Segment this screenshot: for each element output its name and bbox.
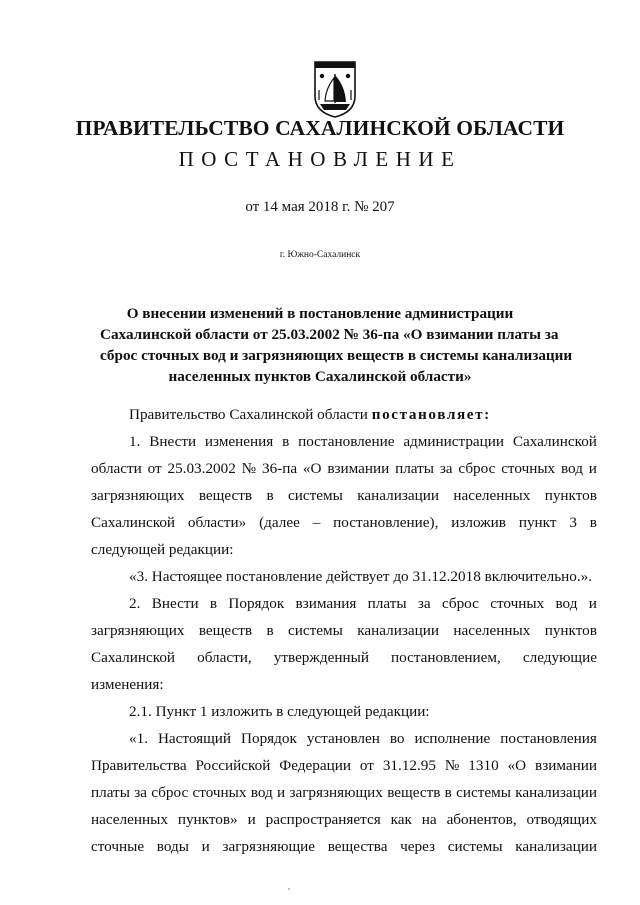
word: взимании (535, 757, 597, 774)
subject-line: О внесении изменений в постановление администрации (126, 305, 514, 322)
word: от (359, 757, 374, 774)
word: через (400, 838, 436, 855)
word: и (588, 595, 597, 612)
word: пунктов (544, 622, 597, 639)
word: системы (288, 487, 343, 504)
line-text: следующей редакции: (91, 541, 234, 558)
line-text: «3. Настоящее постановление действует до 31.12.2018 включительно.». (129, 568, 593, 585)
word: и (588, 460, 597, 477)
word: области» (187, 514, 247, 531)
subject-line: населенных пунктов Сахалинской области» (168, 368, 472, 385)
word: веществ (198, 622, 253, 639)
word: населенных (453, 487, 531, 504)
word: Правительства (91, 757, 187, 774)
line-text: изменения: (91, 676, 164, 693)
scan-speck (288, 888, 290, 890)
word: взимания (295, 595, 357, 612)
subject-line: сброс сточных вод и загрязняющих веществ в системы канализации (100, 347, 573, 364)
line-text: 2.1. Пункт 1 изложить в следующей редакции: (129, 703, 430, 720)
word: постановления (500, 730, 597, 747)
justified-line (91, 455, 597, 482)
word: от (147, 460, 162, 477)
word: населенных (453, 622, 531, 639)
word: вод (555, 595, 578, 612)
word: № (444, 757, 460, 774)
word: распространяется (265, 811, 381, 828)
word: за (417, 595, 431, 612)
word: в (209, 595, 218, 612)
word: Сахалинской (91, 514, 176, 531)
word: вод (250, 784, 273, 801)
word: области, (197, 649, 252, 666)
word: Российской (195, 757, 271, 774)
word: Внести (149, 433, 197, 450)
word: канализации (357, 622, 439, 639)
word: 1310 (468, 757, 499, 774)
justified-line (91, 833, 597, 860)
word: «О (507, 757, 527, 774)
word: пунктов (544, 487, 597, 504)
word: Сахалинской (91, 649, 176, 666)
word: населенных (91, 811, 168, 828)
justified-line (91, 779, 597, 806)
word: № (241, 460, 257, 477)
justified-line (91, 725, 597, 752)
word: канализации (515, 784, 597, 801)
word: постановлением, (391, 649, 501, 666)
word: загрязняющих (91, 622, 185, 639)
word: 25.03.2002 (167, 460, 236, 477)
word: Сахалинской (512, 433, 597, 450)
word: канализации (515, 838, 597, 855)
word: на (421, 811, 437, 828)
word: системы (447, 838, 503, 855)
word: 2. (129, 595, 141, 612)
word: изменения (204, 433, 274, 450)
word: за (439, 460, 453, 477)
word: платы (91, 784, 130, 801)
justified-line (91, 509, 597, 536)
justified-line (91, 752, 597, 779)
document-type: ПОСТАНОВЛЕНИЕ (178, 147, 462, 171)
justified-line (91, 590, 597, 617)
word: как (390, 811, 412, 828)
word: отводящих (526, 811, 597, 828)
word: Федерации (279, 757, 351, 774)
word: веществ (198, 487, 253, 504)
word: постановление), (333, 514, 439, 531)
word: платы (367, 595, 407, 612)
document-date-number: от 14 мая 2018 г. № 207 (245, 199, 395, 215)
word: утвержденный (273, 649, 369, 666)
word: 36-па (261, 460, 298, 477)
justified-line (91, 428, 597, 455)
justified-line (91, 482, 597, 509)
word: канализации (357, 487, 439, 504)
word: исполнение (414, 730, 491, 747)
word: следующие (522, 649, 597, 666)
word: взимании (327, 460, 390, 477)
word: и (247, 811, 256, 828)
word: сброс (151, 784, 189, 801)
word: пункт (518, 514, 557, 531)
word: вещества (327, 838, 388, 855)
word: в (589, 514, 597, 531)
word: установлен (306, 730, 380, 747)
word: «О (302, 460, 322, 477)
word: системы (288, 622, 343, 639)
word: пунктов» (177, 811, 238, 828)
subclause (91, 698, 597, 725)
word: – (312, 514, 321, 531)
document-subject (100, 303, 573, 387)
justified-line (91, 644, 597, 671)
preamble-text: Правительство Сахалинской области (129, 406, 368, 423)
word: 3 (569, 514, 577, 531)
word: веществ (387, 784, 441, 801)
word: в (266, 622, 274, 639)
document-city: г. Южно-Сахалинск (279, 250, 361, 260)
preamble-verb: постановляет: (371, 406, 491, 423)
word: сточных (192, 784, 247, 801)
word: сточные (91, 838, 145, 855)
preamble (91, 401, 597, 428)
word: абонентов, (446, 811, 517, 828)
word: вод (560, 460, 583, 477)
word: (далее (259, 514, 300, 531)
document-body (91, 401, 597, 860)
word: Порядок (241, 730, 297, 747)
word: изложив (451, 514, 506, 531)
word: Порядок (228, 595, 285, 612)
paragraph-last-line (91, 536, 597, 563)
government-title: ПРАВИТЕЛЬСТВО САХАЛИНСКОЙ ОБЛАСТИ (75, 116, 565, 140)
word: загрязняющие (222, 838, 316, 855)
word: загрязняющих (91, 487, 185, 504)
word: сточных (490, 595, 545, 612)
word: области (91, 460, 142, 477)
word: «1. (129, 730, 148, 747)
word: постановление (298, 433, 395, 450)
word: сброс (441, 595, 479, 612)
word: в (266, 487, 274, 504)
word: 1. (129, 433, 141, 450)
justified-line (91, 806, 597, 833)
word: администрации (403, 433, 505, 450)
word: Внести (151, 595, 199, 612)
word: загрязняющих (289, 784, 383, 801)
paragraph-last-line (91, 671, 597, 698)
coat-of-arms-icon (312, 60, 358, 118)
word: воды (156, 838, 189, 855)
justified-line (91, 617, 597, 644)
word: за (134, 784, 147, 801)
word: во (389, 730, 405, 747)
word: системы (456, 784, 511, 801)
subject-line: Сахалинской области от 25.03.2002 № 36-па «О взимании платы за (100, 326, 559, 343)
word: сброс (458, 460, 496, 477)
word: сточных (501, 460, 556, 477)
word: в (444, 784, 452, 801)
word: платы (395, 460, 434, 477)
quoted-clause (91, 563, 597, 590)
word: и (201, 838, 210, 855)
word: и (277, 784, 286, 801)
word: Настоящий (157, 730, 232, 747)
word: в (282, 433, 290, 450)
word: 31.12.95 (382, 757, 436, 774)
